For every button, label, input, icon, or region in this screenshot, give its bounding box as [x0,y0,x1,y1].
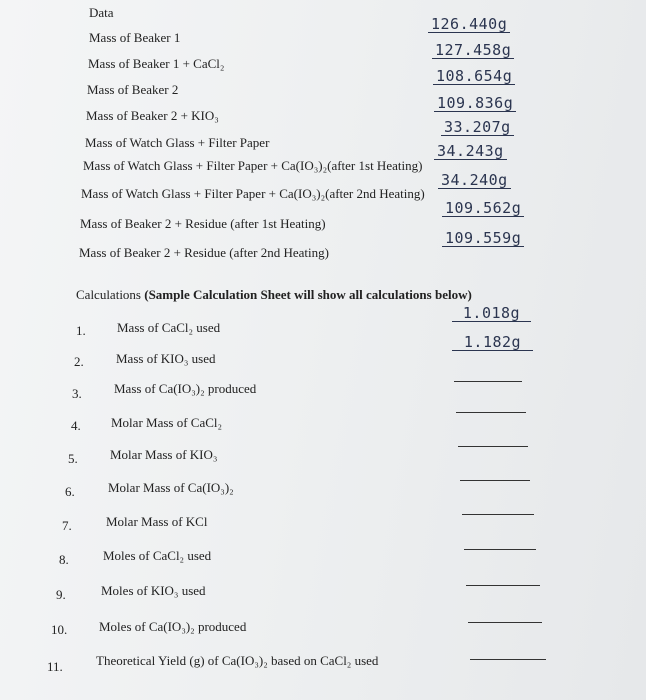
item-number: 2. [74,354,84,369]
calc-label: Molar Mass of KIO₃ [110,447,218,462]
data-label: Mass of Beaker 2 + Residue (after 1st Heating) [80,216,326,231]
data-value: 126.440g [428,16,510,33]
answer-blank [470,659,546,660]
item-number: 1. [76,323,86,338]
calc-label: Theoretical Yield (g) of Ca(IO₃)₂ based on CaCl₂ used [96,653,379,668]
answer-blank [460,480,530,481]
data-value: 109.836g [434,95,516,112]
calc-label: Moles of KIO₃ used [101,583,206,598]
data-label: Mass of Beaker 1 [89,30,181,45]
data-label: Mass of Watch Glass + Filter Paper + Ca(IO₃)₂(after 1st Heating) [83,158,423,173]
calculations-heading-note: (Sample Calculation Sheet will show all calculations below) [144,287,472,302]
data-value: 34.243g [434,143,507,160]
item-number: 4. [71,418,81,433]
data-value: 127.458g [432,42,514,59]
item-number: 10. [51,622,68,637]
answer-blank [456,412,526,413]
answer-blank [464,549,536,550]
calc-label: Molar Mass of CaCl₂ [111,415,223,430]
calc-label: Mass of KIO₃ used [116,351,216,366]
calc-answer: 1.182g [452,334,533,351]
calc-label: Molar Mass of KCl [106,514,208,529]
data-label: Mass of Watch Glass + Filter Paper + Ca(IO₃)₂(after 2nd Heating) [81,186,425,201]
calc-label: Mass of CaCl₂ used [117,320,221,335]
data-value: 34.240g [438,172,511,189]
calculations-heading [76,287,472,303]
calc-label: Moles of Ca(IO₃)₂ produced [99,619,247,634]
answer-blank [458,446,528,447]
answer-blank [462,514,534,515]
data-value: 109.559g [442,230,524,247]
calc-label: Moles of CaCl₂ used [103,548,212,563]
calc-label: Molar Mass of Ca(IO₃)₂ [108,480,234,495]
answer-blank [466,585,540,586]
calc-answer: 1.018g [452,305,531,322]
calc-label: Mass of Ca(IO₃)₂ produced [114,381,257,396]
data-value: 33.207g [441,119,514,136]
answer-blank [454,381,522,382]
data-label: Mass of Watch Glass + Filter Paper [85,135,270,150]
calculations-heading-title: Calculations [76,287,145,302]
item-number: 8. [59,552,69,567]
answer-blank [468,622,542,623]
item-number: 11. [47,659,63,674]
item-number: 3. [72,386,82,401]
item-number: 6. [65,484,75,499]
data-heading: Data [89,5,114,20]
data-value: 109.562g [442,200,524,217]
data-label: Mass of Beaker 2 + KIO₃ [86,108,219,123]
data-value: 108.654g [433,68,515,85]
item-number: 5. [68,451,78,466]
item-number: 7. [62,518,72,533]
item-number: 9. [56,587,66,602]
data-label: Mass of Beaker 2 [87,82,179,97]
data-label: Mass of Beaker 2 + Residue (after 2nd Heating) [79,245,329,260]
data-label: Mass of Beaker 1 + CaCl₂ [88,56,225,71]
